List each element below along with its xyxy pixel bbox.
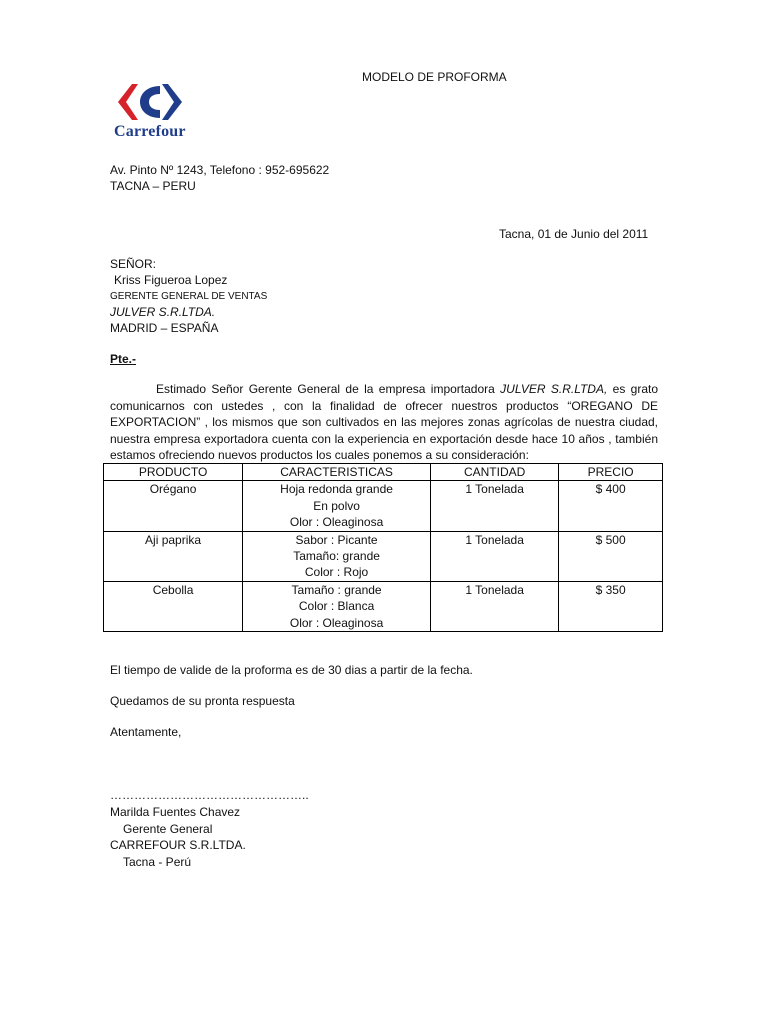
header-caracteristicas: CARACTERISTICAS: [243, 464, 431, 481]
header-producto: PRODUCTO: [104, 464, 243, 481]
recipient-position: GERENTE GENERAL DE VENTAS: [110, 291, 268, 302]
caracteristica: En polvo: [313, 498, 360, 513]
cell-cantidad: 1 Tonelada: [431, 581, 559, 631]
caracteristica: Color : Blanca: [298, 599, 375, 614]
cell-producto: Cebolla: [104, 581, 243, 631]
recipient-city: MADRID – ESPAÑA: [110, 321, 219, 335]
cell-cantidad: 1 Tonelada: [431, 531, 559, 581]
signer-name: Marilda Fuentes Chavez: [110, 805, 241, 819]
cell-cantidad: 1 Tonelada: [431, 481, 559, 531]
cell-caracteristicas: [243, 581, 431, 631]
cell-caracteristicas: [243, 531, 431, 581]
caracteristica: Olor : Oleaginosa: [289, 615, 384, 630]
document-date: Tacna, 01 de Junio del 2011: [499, 227, 649, 241]
caracteristica: Sabor : Picante: [295, 532, 378, 547]
caracteristica: Tamaño : grande: [291, 582, 382, 597]
caracteristica: Tamaño: grande: [293, 549, 380, 564]
document-title: MODELO DE PROFORMA: [362, 70, 507, 84]
table-row: [104, 531, 663, 581]
table-row: [104, 581, 663, 631]
sender-address-line1: Av. Pinto Nº 1243, Telefono : 952-695622: [110, 163, 330, 177]
header-cantidad: CANTIDAD: [431, 464, 559, 481]
cell-producto: Aji paprika: [104, 531, 243, 581]
sender-address-line2: TACNA – PERU: [110, 179, 196, 193]
cell-precio: $ 400: [559, 481, 663, 531]
recipient-company: JULVER S.R.LTDA.: [110, 305, 216, 319]
recipient-salutation: SEÑOR:: [110, 257, 157, 271]
signature-line: …………………………………………..: [110, 788, 309, 802]
carrefour-logo: [112, 80, 202, 142]
body-company: JULVER S.R.LTDA,: [500, 382, 608, 396]
cell-precio: $ 500: [559, 531, 663, 581]
closing-text: Quedamos de su pronta respuesta: [110, 694, 295, 708]
caracteristica: Color : Rojo: [304, 565, 369, 580]
signer-role: Gerente General: [123, 822, 213, 836]
products-table: [103, 463, 663, 632]
body-part2: es grato comunicarnos con ustedes , con la finalidad de ofrecer nuestros productos “OREGANO DE EXPORTACION” , los mismos que son cultivados en las mejores zonas agrícolas de nuestra ciudad, nuestra empresa exportadora cuenta con la experiencia en exportación desde hace 10 años , también estamos ofreciendo nuevos productos los cuales ponemos a su consideración:: [110, 382, 659, 463]
body-part1: Estimado Señor Gerente General de la empresa importadora: [156, 382, 501, 396]
cell-producto: Orégano: [104, 481, 243, 531]
greeting-text: Atentamente,: [110, 725, 182, 739]
pte-label: Pte.-: [110, 352, 137, 366]
header-precio: PRECIO: [559, 464, 663, 481]
logo-brand-text: Carrefour: [114, 123, 186, 140]
caracteristica: Olor : Oleaginosa: [289, 515, 384, 530]
table-header-row: [104, 464, 663, 481]
validity-text: El tiempo de valide de la proforma es de 30 dias a partir de la fecha.: [110, 663, 473, 677]
signer-city: Tacna - Perú: [123, 855, 192, 869]
signer-company: CARREFOUR S.R.LTDA.: [110, 838, 246, 852]
body-paragraph: [110, 381, 658, 464]
recipient-name: Kriss Figueroa Lopez: [114, 273, 228, 287]
carrefour-logo-icon: [112, 80, 202, 124]
cell-precio: $ 350: [559, 581, 663, 631]
table-row: [104, 481, 663, 531]
caracteristica: Hoja redonda grande: [280, 482, 393, 497]
cell-caracteristicas: [243, 481, 431, 531]
